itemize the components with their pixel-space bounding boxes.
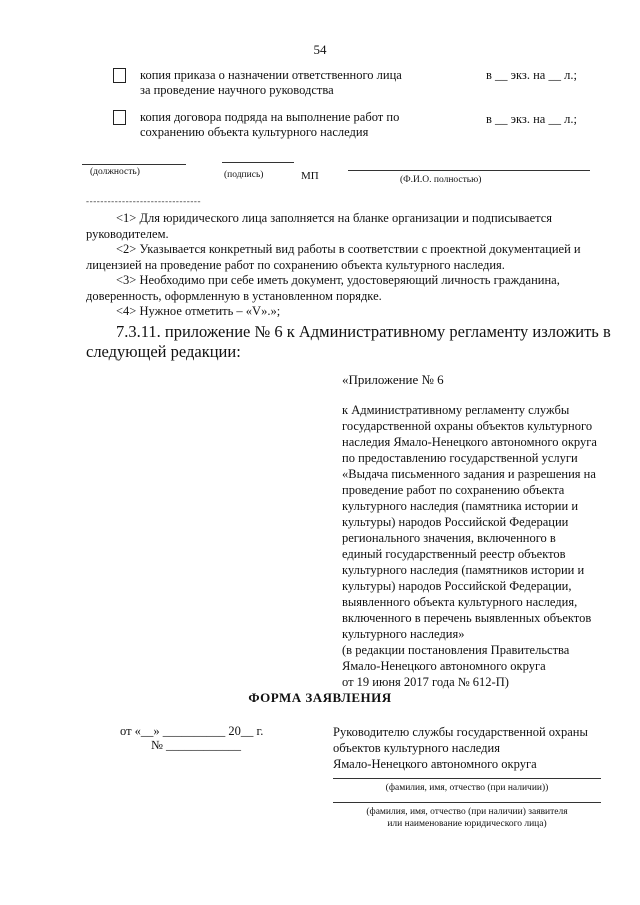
appendix-line: Ямало-Ненецкого автономного округа (342, 659, 546, 673)
stamp-mark: МП (301, 170, 319, 182)
appendix-heading: «Приложение № 6 (342, 372, 444, 387)
appendix-line: культуры) народов Российской Федерации (342, 515, 569, 529)
amendment-line: 7.3.11. приложение № 6 к Административному регламенту изложить в (116, 322, 611, 341)
appendix-line: по предоставлению государственной услуги (342, 451, 578, 465)
checkbox-order-copy[interactable] (113, 68, 126, 83)
head-name-line (333, 778, 601, 779)
amendment-line: следующей редакции: (86, 342, 241, 361)
signature-caption: (подпись) (224, 170, 264, 180)
amendment-paragraph (86, 322, 611, 362)
registration-number-field: № ____________ (151, 738, 242, 752)
checklist-item-contract (140, 110, 399, 140)
appendix-line: культурного наследия (памятников истории и (342, 563, 585, 577)
addressee-block (333, 724, 588, 772)
applicant-caption-line: (фамилия, имя, отчество (при наличии) заявителя (366, 807, 568, 817)
footnote-4-line: <4> Нужное отметить – «V».»; (116, 304, 281, 318)
fullname-line (348, 170, 590, 171)
appendix-line: культурного наследия» (342, 627, 465, 641)
checklist-item-line: копия приказа о назначении ответственного лица (140, 68, 402, 82)
footnote-3-line: доверенность, оформленную в установленном порядке. (86, 288, 382, 303)
head-name-caption: (фамилия, имя, отчество (при наличии)) (385, 783, 549, 793)
copies-field: в __ экз. на __ л.; (486, 112, 577, 126)
form-title: ФОРМА ЗАЯВЛЕНИЯ (248, 690, 392, 705)
footnote-1-line: <1> Для юридического лица заполняется на бланке организации и подписывается (116, 211, 553, 225)
appendix-line: проведение работ по сохранению объекта (342, 483, 565, 497)
applicant-caption (333, 806, 601, 830)
applicant-caption-line: или наименование юридического лица) (387, 819, 547, 829)
checklist-item-line: копия договора подряда на выполнение работ по (140, 110, 400, 124)
appendix-line: регионального значения, включенного в (342, 531, 556, 545)
appendix-line: «Выдача письменного задания и разрешения на (342, 467, 596, 481)
addressee-line: Ямало-Ненецкого автономного округа (333, 757, 537, 771)
footnotes (86, 211, 611, 320)
appendix-line: от 19 июня 2017 года № 612-П) (342, 675, 509, 689)
checklist-item-line: за проведение научного руководства (140, 83, 334, 97)
appendix-line: выявленного объекта культурного наследия, (342, 595, 578, 609)
checkbox-contract-copy[interactable] (113, 110, 126, 125)
appendix-line: наследия Ямало-Ненецкого автономного округа (342, 435, 597, 449)
appendix-line: (в редакции постановления Правительства (342, 643, 570, 657)
footnote-2-line: лицензией на проведение работ по сохранению объекта культурного наследия. (86, 257, 505, 272)
page-number: 54 (313, 42, 327, 57)
appendix-line: культурного наследия (памятника истории и (342, 499, 579, 513)
checklist-item-order (140, 68, 402, 98)
fullname-caption: (Ф.И.О. полностью) (400, 175, 482, 185)
footnote-separator: -------------------------------- (86, 196, 202, 206)
addressee-line: объектов культурного наследия (333, 741, 500, 755)
appendix-line: к Административному регламенту службы (342, 403, 570, 417)
appendix-line: включенного в перечень выявленных объектов (342, 611, 592, 625)
checklist-item-line: сохранению объекта культурного наследия (140, 125, 369, 139)
footnote-1-line: руководителем. (86, 226, 169, 241)
position-line (82, 164, 186, 165)
applicant-name-line (333, 802, 601, 803)
signature-line (222, 162, 294, 163)
appendix-line: государственной охраны объектов культурного (342, 419, 593, 433)
appendix-line: культуры) народов Российской Федерации, (342, 579, 572, 593)
position-caption: (должность) (90, 167, 140, 177)
appendix-description (342, 402, 617, 690)
footnote-3-line: <3> Необходимо при себе иметь документ, удостоверяющий личность гражданина, (116, 273, 560, 287)
appendix-line: единый государственный реестр объектов (342, 547, 566, 561)
addressee-line: Руководителю службы государственной охраны (333, 725, 588, 739)
date-field: от «__» __________ 20__ г. (120, 724, 264, 738)
copies-field: в __ экз. на __ л.; (486, 68, 577, 82)
footnote-2-line: <2> Указывается конкретный вид работы в соответствии с проектной документацией и (116, 242, 581, 256)
